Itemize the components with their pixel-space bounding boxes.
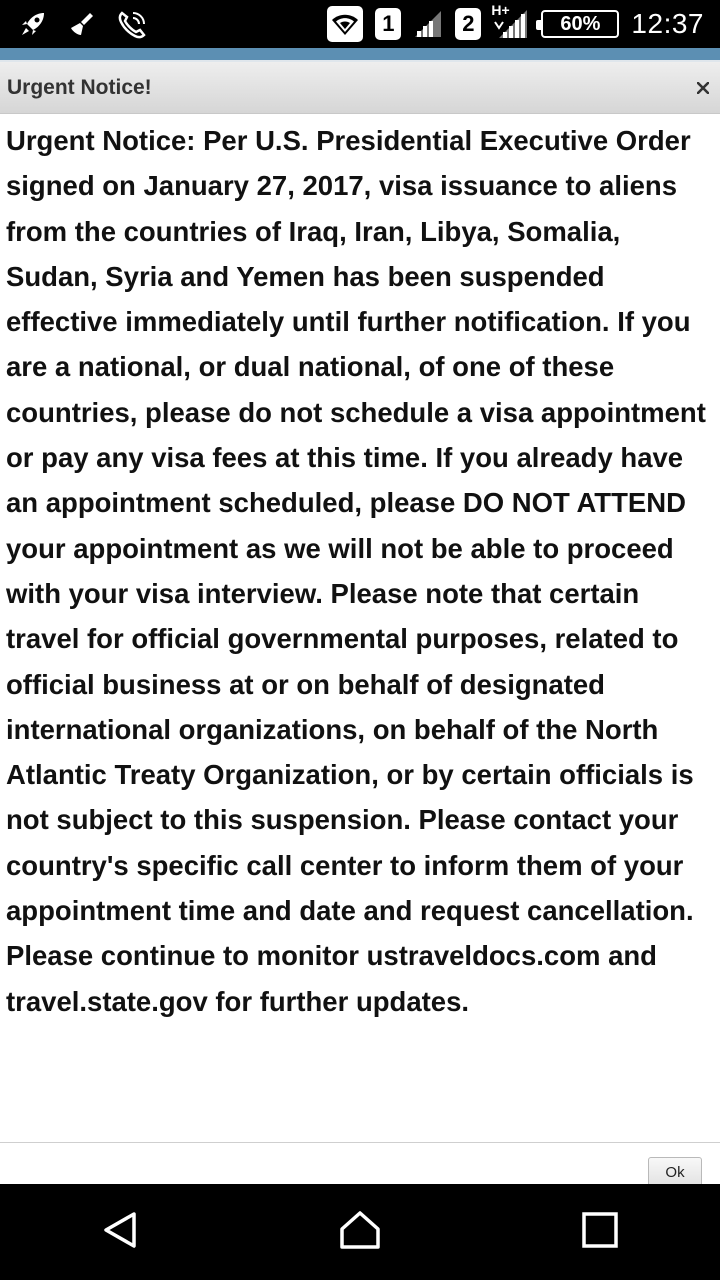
sim1-badge: 1 [375,8,401,40]
dialog-content [6,118,714,1138]
dialog-title: Urgent Notice! [7,75,152,99]
battery-indicator [541,10,619,38]
home-icon [338,1209,382,1256]
dialog-divider [0,1142,720,1143]
home-button[interactable] [300,1184,420,1280]
dialog-title-bar [0,62,720,114]
signal-hplus-icon [491,2,529,40]
back-button[interactable] [60,1184,180,1280]
ok-button[interactable]: Ok [648,1157,702,1187]
recents-icon [582,1212,618,1253]
recents-button[interactable] [540,1184,660,1280]
rocket-icon [18,9,48,39]
clock: 12:37 [631,8,704,39]
battery-text: 60% [560,12,601,35]
phone-call-icon [116,9,150,39]
notice-text: Urgent Notice: Per U.S. Presidential Executive Order signed on January 27, 2017, visa issuance to aliens from the countries of Iraq, Iran, Libya, Somalia, Sudan, Syria and Yemen has been suspended effective immediately until further notification. If you are a national, or dual national, of one of these countries, please do not schedule a visa appointment or pay any visa fees at this time. If you already have an appointment scheduled, please DO NOT ATTEND your appointment as we will not be able to proceed with your visa interview. Please note that certain travel for official governmental purposes, related to official business at or on behalf of designated international organizations, on behalf of the North Atlantic Treaty Organization, or by certain officials is not subject to this suspension. Please contact your country's specific call center to inform them of your appointment time and date and request cancellation. Please continue to monitor ustraveldocs.com and travel.state.gov for further updates. [6,125,706,1017]
sim2-badge: 2 [455,8,481,40]
broom-icon [68,10,96,38]
signal-icon [413,9,443,39]
back-icon [100,1210,140,1255]
network-type-label: H+ [491,2,510,18]
app-header-band [0,48,720,62]
wifi-icon [327,6,363,42]
status-bar [0,0,720,48]
close-icon[interactable] [694,79,712,97]
navigation-bar [0,1184,720,1280]
